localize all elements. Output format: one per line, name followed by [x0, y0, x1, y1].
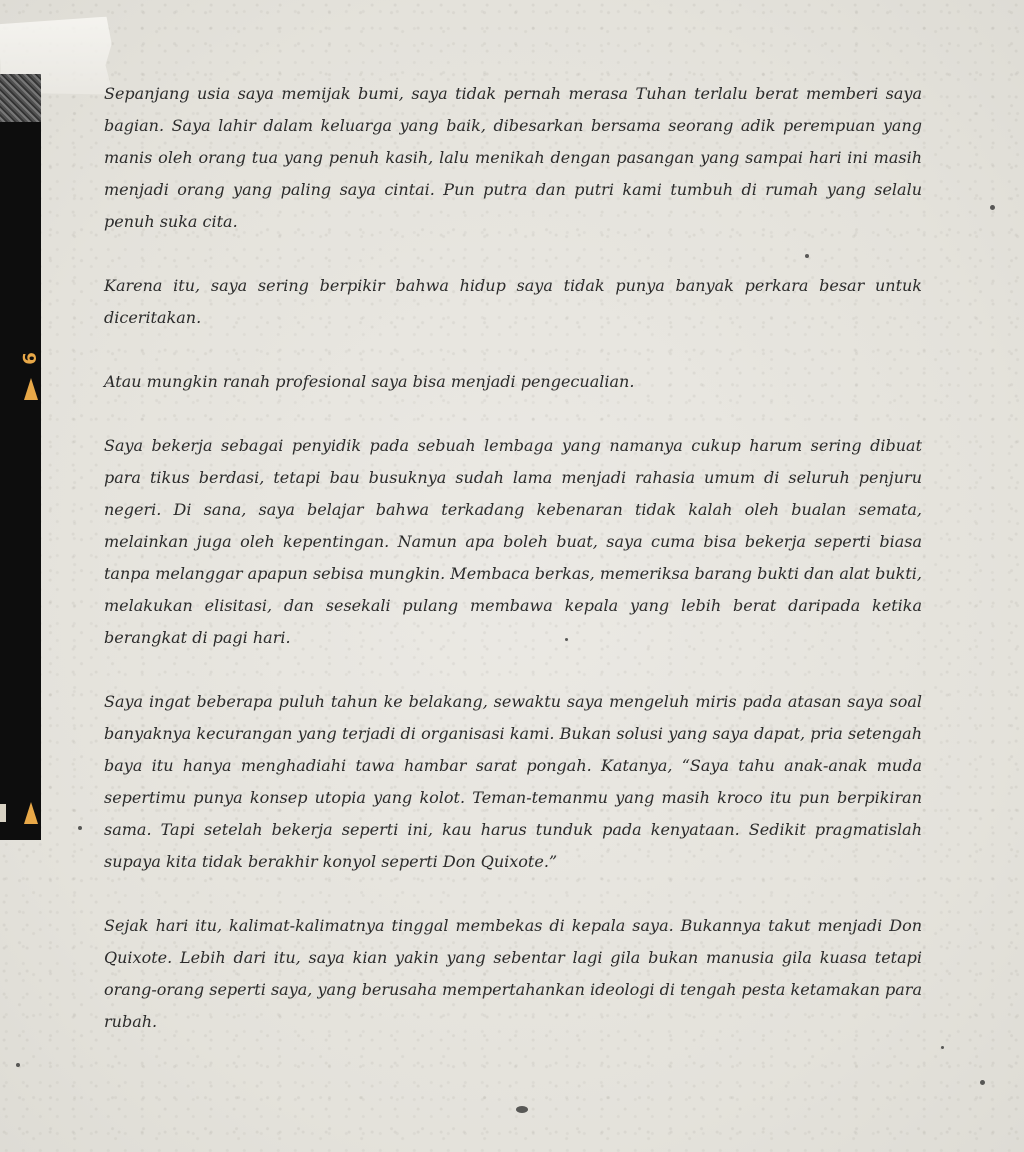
paper-speck: [565, 638, 568, 641]
paper-speck: [78, 826, 82, 830]
film-edge-mark: [0, 804, 6, 822]
paragraph: Atau mungkin ranah profesional saya bisa menjadi pengecualian.: [104, 372, 635, 391]
film-frame-number: 9: [17, 352, 39, 365]
paragraph: Saya ingat beberapa puluh tahun ke belakang, sewaktu saya mengeluh miris pada atasan saya soal banyaknya kecurangan yang terjadi di organisasi kami. Bukan solusi yang saya dapat, pria setengah baya itu hanya menghadiahi tawa hambar sarat pongah. Katanya, “Saya tahu anak-anak muda sepertimu punya konsep utopia yang kolot. Teman-temanmu yang masih kroco itu pun berpikiran sama. Tapi setelah bekerja seperti ini, kau harus tunduk pada kenyataan. Sedikit pragmatislah supaya kita tidak berakhir konyol seperti Don Quixote.”: [104, 692, 922, 871]
paper-speck: [980, 1080, 985, 1085]
paper-speck: [805, 254, 809, 258]
paragraph: Sejak hari itu, kalimat-kalimatnya tinggal membekas di kepala saya. Bukannya takut menjadi Don Quixote. Lebih dari itu, saya kian yakin yang sebentar lagi gila bukan manusia gila kuasa tetapi orang-orang seperti saya, yang berusaha mempertahankan ideologi di tengah pesta ketamakan para rubah.: [104, 916, 922, 1031]
film-strip-texture: [0, 74, 41, 122]
paper-speck: [16, 1063, 20, 1067]
paper-speck: [941, 1046, 944, 1049]
film-marker-triangle-icon: [24, 802, 38, 824]
film-marker-triangle-icon: [24, 378, 38, 400]
paragraph: Sepanjang usia saya memijak bumi, saya tidak pernah merasa Tuhan terlalu berat memberi saya bagian. Saya lahir dalam keluarga yang baik, dibesarkan bersama seorang adik perempuan yang manis oleh orang tua yang penuh kasih, lalu menikah dengan pasangan yang sampai hari ini masih menjadi orang yang paling saya cintai. Pun putra dan putri kami tumbuh di rumah yang selalu penuh suka cita.: [104, 84, 922, 231]
paragraph: Karena itu, saya sering berpikir bahwa hidup saya tidak punya banyak perkara besar untuk diceritakan.: [104, 276, 922, 327]
paper-speck: [516, 1106, 528, 1113]
story-text: [104, 78, 922, 1070]
paragraph: Saya bekerja sebagai penyidik pada sebuah lembaga yang namanya cukup harum sering dibuat para tikus berdasi, tetapi bau busuknya sudah lama menjadi rahasia umum di seluruh penjuru negeri. Di sana, saya belajar bahwa terkadang kebenaran tidak kalah oleh bualan semata, melainkan juga oleh kepentingan. Namun apa boleh buat, saya cuma bisa bekerja seperti biasa tanpa melanggar apapun sebisa mungkin. Membaca berkas, memeriksa barang bukti dan alat bukti, melakukan elisitasi, dan sesekali pulang membawa kepala yang lebih berat daripada ketika berangkat di pagi hari.: [104, 436, 922, 647]
paper-speck: [990, 205, 995, 210]
film-strip: [0, 74, 41, 840]
